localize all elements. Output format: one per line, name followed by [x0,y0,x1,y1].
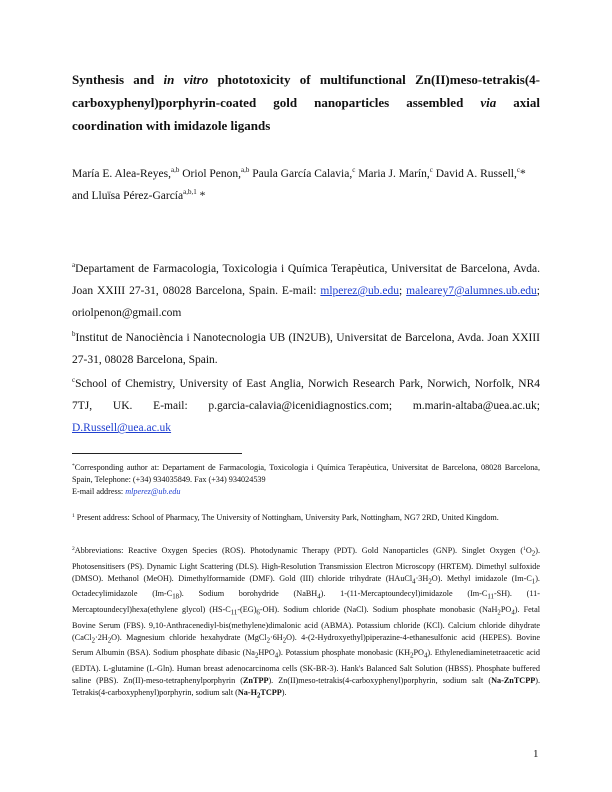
page-number: 1 [533,748,539,760]
subscript: 4 [511,609,515,617]
text-run: ). Ethylenediaminetetraacetic acid (EDTA). L-glutamine (L-Gln). Human breast adenocarcinoma cells (SK-BR-3). Hank's Balanced Salt Solution (HBSS). Phosphate buffered saline (PBS). Zn(II)-meso-tetraphenylporphyrin ( [72,648,540,685]
email-link[interactable]: mlperez@ub.edu [125,487,181,496]
affiliation-marker: c [429,166,433,174]
text-run: ). 1-(11-Mercaptoundecyl)imidazole (Im-C [320,589,488,599]
subscript: 2 [256,692,261,700]
compound-abbrev: ZnTPP [242,675,269,685]
subscript: 2 [531,550,536,558]
subscript: 2 [497,609,501,617]
affiliation-text: Institut de Nanociència i Nanotecnologia UB (IN2UB), Universitat de Barcelona, Avda. Joan XXIII 27-31, 08028 Barcelona, Spain. [72,332,540,366]
text-run: O). 4-(2-Hydroxyethyl)piperazine-4-ethanesulfonic acid (HEPES). Bovine Serum Albumin (BSA). Sodium phosphate dibasic (Na [72,632,540,658]
text-run: PO [500,604,512,614]
subscript: 11 [487,593,494,601]
affiliation-marker: c [352,166,356,174]
title-italic: in vitro [163,72,209,87]
text-run: ). Photosensitisers (PS). Dynamic Light Scattering (DLS). High-Resolution Transmission Electron Microscopy (HRTEM). Dimethyl sulfoxide (DMSO). Methanol (MeOH). Dimethylformamide (DMF). Gold (III) chloride trihydrate (HAuCl [72,546,540,583]
affiliation-marker: c [516,166,520,174]
paper-title [72,68,540,137]
text-run: O [525,546,532,555]
affiliation-c [72,373,540,439]
subscript: 2 [254,652,259,660]
text-run: ). Potassium phosphate monobasic (KH [278,648,411,658]
subscript: 2 [107,637,112,645]
title-part: Synthesis and [72,72,164,87]
text-run: ·3H [415,573,429,583]
subscript: 2 [428,578,432,586]
footnote-text: E-mail address: [72,487,126,496]
compound-abbrev: Na-H [237,687,257,697]
text-run: ). Zn(II)meso-tetrakis(4-carboxyphenyl)porphyrin, sodium salt ( [268,675,492,685]
affiliation-text: Departament de Farmacologia, Toxicologia i Química Terapèutica, Universitat de Barcelona, Avda. Joan XXIII 27-31, 08028 Barcelona, Spain. E-mail: [72,263,540,297]
subscript: 2 [282,637,287,645]
subscript: 2 [266,637,270,645]
subscript: 4 [274,652,279,660]
subscript: 2 [410,652,414,660]
affiliation-marker: c [72,376,76,384]
email-link[interactable]: malearey7@alumnes.ub.edu [406,285,537,297]
text-run: O). Methyl imidazole (Im-C [431,573,532,583]
title-italic: via [480,95,497,110]
email-link[interactable]: mlperez@ub.edu [320,285,399,297]
title-part: phototoxicity of multifunctional Zn(II)meso-tetrakis(4-carboxyphenyl)porphyrin-coated gold nanoparticles assembled [72,72,540,110]
affiliation-text: School of Chemistry, University of East Anglia, Norwich Research Park, Norwich, Norfolk, NR4 7TJ, UK. E-mail: p.garcia-calavia@icenidiagnostics.com; m.marin-altaba@uea.ac.uk; [72,378,540,412]
footnote-marker: 2 [72,546,75,552]
affiliation-a [72,258,540,324]
text-run: -OH). Sodium chloride (NaCl). Sodium phosphate monobasic (NaH [259,604,498,614]
subscript: 18 [172,593,180,601]
superscript: 1 [523,546,526,552]
footnote-present-address [72,512,540,524]
text-run: ). Tetrakis(4-carboxyphenyl)porphyrin, sodium salt ( [72,675,540,697]
separator: ; [398,285,407,297]
text-run: ). Sodium borohydride (NaBH [179,589,318,599]
author-name: Paula García Calavia, [249,168,353,180]
affiliation-marker: a,b,1 [183,188,197,196]
subscript: 1 [531,578,536,586]
author-name: David A. Russell, [432,168,517,180]
text-run: ·2H [94,632,108,642]
text-run: ). Octadecylimidazole (Im-C [72,573,540,599]
text-run: Abbreviations: Reactive Oxygen Species (ROS). Photodynamic Therapy (PDT). Gold Nanoparticles (GNP). Singlet Oxygen ( [74,546,524,555]
text-run: ·6H [269,632,283,642]
affiliation-text: ; oriolpenon@gmail.com [72,285,540,319]
affiliation-marker: a,b [171,166,180,174]
compound-abbrev: Na-ZnTCPP [491,675,536,685]
affiliation-marker: a,b [241,166,250,174]
text-run: O). Magnesium chloride hexahydrate (MgCl [111,632,267,642]
author-name: * and Lluïsa Pérez-García [72,168,526,202]
footnote-abbreviations [72,545,540,702]
corresponding-marker: * [196,190,206,202]
subscript: 4 [317,593,321,601]
footnote-corresponding [72,462,540,498]
subscript: 6 [256,609,260,617]
text-run: -(EG) [237,604,257,614]
text-run: HPO [258,648,275,658]
subscript: 4 [423,652,428,660]
author-name: Maria J. Marín, [355,168,430,180]
affiliation-b [72,327,540,371]
subscript: 11 [230,609,238,617]
author-name: Oriol Penon, [179,168,242,180]
title-part: axial coordination with imidazole ligands [72,95,540,133]
compound-abbrev: TCPP [260,687,282,697]
footnote-marker: 1 [72,513,75,519]
author-name: María E. Alea-Reyes, [72,168,171,180]
footnote-marker: * [72,463,75,469]
text-run: ). [281,687,287,697]
text-run: -SH). (11-Mercaptoundecyl)hexa(ethylene glycol) (HS-C [72,589,540,614]
footnote-divider [72,453,242,454]
subscript: 2 [91,637,95,645]
text-run: ). Fetal Bovine Serum (FBS). 9,10-Anthracenediyl-bis(methylene)dimalonic acid (ABMA). Potassium chloride (KCl). Calcium chloride dihydrate (CaCl [72,604,540,642]
affiliation-marker: b [72,330,76,338]
author-list [72,163,540,207]
footnote-text: Present address: School of Pharmacy, The University of Nottingham, University Park, Nottingham, NG7 2RD, United Kingdom. [74,513,499,522]
email-link[interactable]: D.Russell@uea.ac.uk [72,422,172,434]
subscript: 4 [412,578,416,586]
footnote-text: Corresponding author at: Departament de Farmacologia, Toxicologia i Química Terapèutica, Universitat de Barcelona, 08028 Barcelona, Spain, Telephone: (+34) 934035849. Fax (+34) 934024539 [72,463,540,484]
affiliation-marker: a [72,261,76,269]
text-run: PO [413,648,424,658]
